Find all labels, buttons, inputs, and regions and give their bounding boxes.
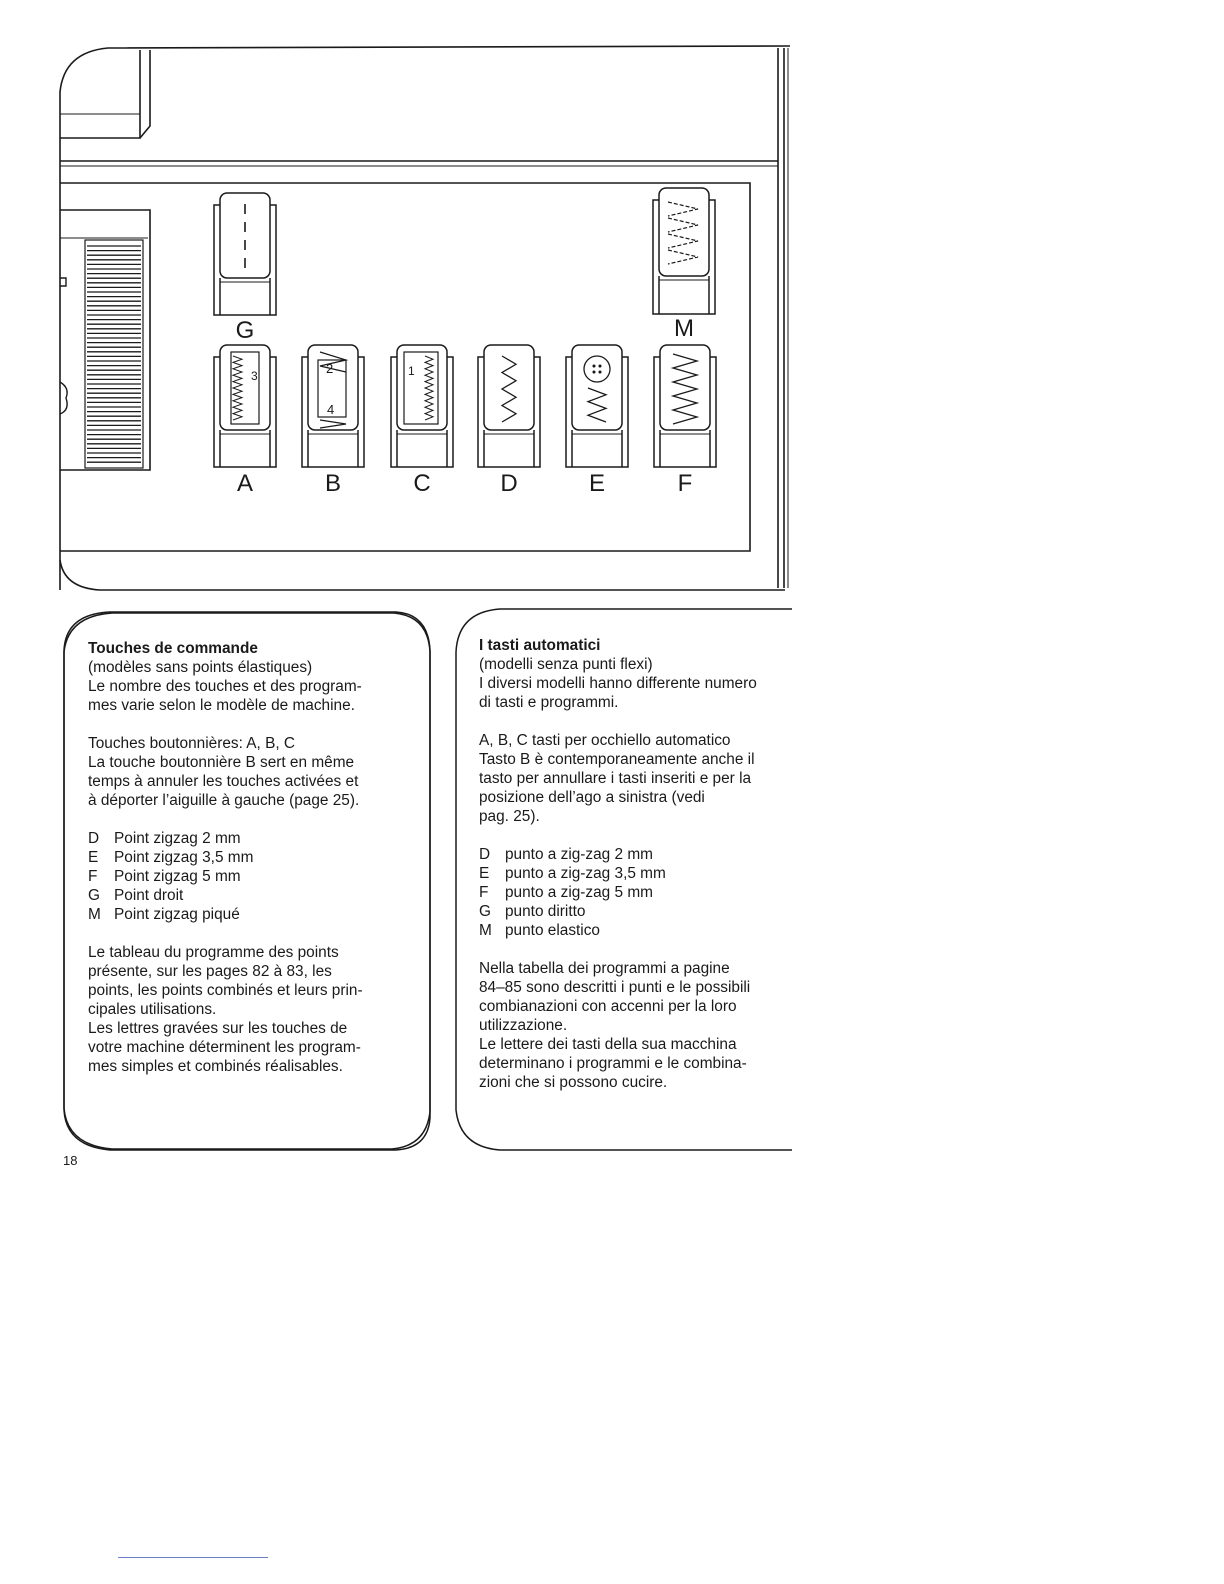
french-intro-line: Le nombre des touches et des program- (88, 678, 362, 695)
handwheel-ribs (87, 246, 141, 462)
italian-title: I tasti automatici (479, 637, 601, 654)
key-E[interactable] (566, 345, 628, 467)
italian-buttonhole-line: pag. 25). (479, 808, 540, 825)
italian-table-line: utilizzazione. (479, 1017, 568, 1034)
french-table-line: mes simples et combinés réalisables. (88, 1058, 343, 1075)
key-C-number: 1 (408, 364, 415, 378)
stitch-symbol (593, 371, 595, 373)
italian-intro-line: I diversi modelli hanno differente numero (479, 675, 757, 692)
key-B-number-bottom: 4 (327, 402, 335, 417)
french-legend-item (88, 829, 428, 848)
key-label-F: F (677, 470, 693, 497)
italian-table-line: 84–85 sono descritti i punti e le possibili (479, 979, 751, 996)
french-legend-item (88, 848, 428, 867)
legend-key: F (88, 868, 98, 885)
legend-text: punto diritto (505, 903, 586, 920)
french-intro-line: mes varie selon le modèle de machine. (88, 697, 355, 714)
french-buttonhole-line: Touches boutonnières: A, B, C (88, 735, 296, 752)
legend-key: G (479, 903, 491, 920)
key-D[interactable] (478, 345, 540, 467)
italian-intro-line: di tasti e programmi. (479, 694, 619, 711)
key-cap (220, 345, 270, 430)
italian-table-line: determinano i programmi e le combina- (479, 1055, 747, 1072)
key-cap (659, 188, 709, 276)
italian-legend-item (479, 921, 799, 940)
french-table-line: cipales utilisations. (88, 1001, 217, 1018)
legend-text: Point zigzag 2 mm (114, 830, 241, 847)
legend-text: punto elastico (505, 922, 600, 939)
control-keys-figure (0, 0, 1224, 620)
legend-text: punto a zig-zag 2 mm (505, 846, 653, 863)
legend-text: Point zigzag piqué (114, 906, 240, 923)
stitch-symbol (599, 371, 601, 373)
french-section (88, 639, 428, 1076)
legend-text: punto a zig-zag 5 mm (505, 884, 653, 901)
italian-legend-item (479, 902, 799, 921)
key-B-number-top: 2 (326, 361, 334, 376)
key-M[interactable] (653, 188, 715, 314)
legend-text: Point zigzag 5 mm (114, 868, 241, 885)
legend-key: D (88, 830, 100, 847)
italian-buttonhole-line: posizione dell’ago a sinistra (vedi (479, 789, 705, 806)
legend-key: E (479, 865, 490, 882)
legend-text: Point zigzag 3,5 mm (114, 849, 254, 866)
legend-text: Point droit (114, 887, 184, 904)
italian-intro-line: (modelli senza punti flexi) (479, 656, 653, 673)
italian-table-line: Nella tabella dei programmi a pagine (479, 960, 730, 977)
italian-legend-item (479, 864, 799, 883)
french-buttonhole-line: à déporter l’aiguille à gauche (page 25). (88, 792, 360, 809)
key-label-M: M (674, 315, 694, 342)
legend-text: punto a zig-zag 3,5 mm (505, 865, 666, 882)
key-cap (572, 345, 622, 430)
italian-table-line: zioni che si possono cucire. (479, 1074, 668, 1091)
key-A-number: 3 (251, 369, 258, 383)
key-G[interactable] (214, 193, 276, 315)
legend-key: F (479, 884, 489, 901)
french-legend-item (88, 867, 428, 886)
key-label-G: G (235, 317, 255, 344)
legend-key: M (88, 906, 101, 923)
italian-section (479, 636, 799, 1092)
italian-buttonhole-line: tasto per annullare i tasti inseriti e per la (479, 770, 752, 787)
french-table-line: points, les points combinés et leurs prin- (88, 982, 363, 999)
stitch-symbol (593, 365, 595, 367)
french-intro-line: (modèles sans points élastiques) (88, 659, 313, 676)
french-table-line: votre machine déterminent les program- (88, 1039, 361, 1056)
key-F[interactable] (654, 345, 716, 467)
page-number: 18 (63, 1153, 78, 1168)
key-C[interactable] (391, 345, 453, 467)
legend-key: D (479, 846, 491, 863)
french-table-line: présente, sur les pages 82 à 83, les (88, 963, 332, 980)
key-A[interactable] (214, 345, 276, 467)
french-table-line: Le tableau du programme des points (88, 944, 339, 961)
french-buttonhole-line: temps à annuler les touches activées et (88, 773, 359, 790)
french-table-line: Les lettres gravées sur les touches de (88, 1020, 348, 1037)
key-label-D: D (500, 470, 518, 497)
french-legend-item (88, 905, 428, 924)
italian-legend-item (479, 883, 799, 902)
key-label-A: A (236, 470, 254, 497)
italian-table-line: Le lettere dei tasti della sua macchina (479, 1036, 737, 1053)
italian-buttonhole-line: Tasto B è contemporaneamente anche il (479, 751, 755, 768)
key-label-B: B (324, 470, 342, 497)
french-legend-item (88, 886, 428, 905)
italian-legend-item (479, 845, 799, 864)
italian-table-line: combianazioni con accenni per la loro (479, 998, 737, 1015)
footer-rule (118, 1557, 268, 1558)
key-label-C: C (413, 470, 431, 497)
legend-key: E (88, 849, 99, 866)
french-title: Touches de commande (88, 640, 258, 657)
legend-key: M (479, 922, 492, 939)
italian-buttonhole-line: A, B, C tasti per occhiello automatico (479, 732, 731, 749)
legend-key: G (88, 887, 100, 904)
french-buttonhole-line: La touche boutonnière B sert en même (88, 754, 355, 771)
stitch-symbol (599, 365, 601, 367)
keys-group (214, 188, 716, 467)
key-label-E: E (588, 470, 606, 497)
